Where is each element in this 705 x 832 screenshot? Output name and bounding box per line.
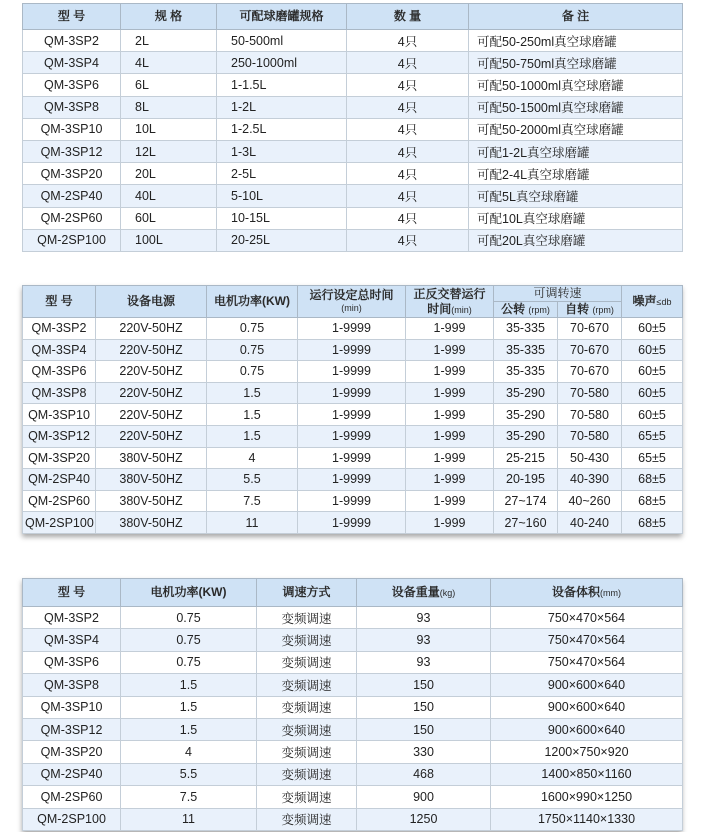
table-row: [23, 674, 683, 696]
cell-noise: 68±5: [622, 469, 683, 491]
cell-power-supply: 220V-50HZ: [96, 361, 207, 383]
header-remarks: 备 注: [469, 4, 683, 30]
header-model: 型 号: [23, 579, 121, 607]
cell-volume: 1750×1140×1330: [491, 808, 683, 830]
cell-quantity: 4只: [347, 185, 469, 207]
cell-weight: 150: [357, 718, 491, 740]
cell-alternate-time: 1-999: [406, 382, 494, 404]
header-model: 型 号: [23, 286, 96, 318]
cell-noise: 65±5: [622, 447, 683, 469]
cell-volume: 900×600×640: [491, 718, 683, 740]
cell-volume: 750×470×564: [491, 607, 683, 629]
header-revolution: 公转 (rpm): [494, 302, 558, 318]
cell-model: QM-3SP4: [23, 339, 96, 361]
header-speed-mode: 调速方式: [257, 579, 357, 607]
cell-quantity: 4只: [347, 229, 469, 251]
header-volume-unit: (mm): [600, 588, 621, 598]
cell-rotation: 70-580: [558, 404, 622, 426]
table-row: [23, 741, 683, 763]
cell-jar-spec: 250-1000ml: [217, 52, 347, 74]
dimension-table: [22, 578, 683, 831]
cell-motor-power: 1.5: [121, 696, 257, 718]
table-row: [23, 718, 683, 740]
dimension-table-card: [22, 578, 682, 831]
cell-speed-mode: 变频调速: [257, 629, 357, 651]
cell-motor-power: 5.5: [207, 469, 298, 491]
header-alternate-time-line1: 正反交替运行: [413, 286, 486, 301]
cell-alternate-time: 1-999: [406, 512, 494, 534]
cell-revolution: 20-195: [494, 469, 558, 491]
cell-remarks: 可配50-750ml真空球磨罐: [469, 52, 683, 74]
cell-capacity: 100L: [121, 229, 217, 251]
table-row: [23, 229, 683, 251]
cell-revolution: 35-290: [494, 425, 558, 447]
cell-weight: 150: [357, 696, 491, 718]
cell-model: QM-3SP8: [23, 674, 121, 696]
cell-power-supply: 220V-50HZ: [96, 382, 207, 404]
cell-noise: 68±5: [622, 490, 683, 512]
cell-weight: 93: [357, 651, 491, 673]
table-row: [23, 425, 683, 447]
table-row: [23, 140, 683, 162]
cell-model: QM-3SP12: [23, 425, 96, 447]
table-row: [23, 318, 683, 340]
cell-model: QM-3SP12: [23, 140, 121, 162]
cell-power-supply: 220V-50HZ: [96, 339, 207, 361]
cell-jar-spec: 5-10L: [217, 185, 347, 207]
table-row: [23, 30, 683, 52]
cell-model: QM-3SP4: [23, 629, 121, 651]
cell-quantity: 4只: [347, 163, 469, 185]
cell-rotation: 50-430: [558, 447, 622, 469]
dimension-table-body: [23, 607, 683, 831]
cell-total-time: 1-9999: [298, 512, 406, 534]
table-row: [23, 763, 683, 785]
cell-noise: 60±5: [622, 318, 683, 340]
cell-quantity: 4只: [347, 118, 469, 140]
spec-table: [22, 3, 683, 252]
operation-table-card: [22, 285, 682, 534]
cell-model: QM-3SP10: [23, 404, 96, 426]
cell-remarks: 可配50-1000ml真空球磨罐: [469, 74, 683, 96]
cell-quantity: 4只: [347, 96, 469, 118]
cell-capacity: 10L: [121, 118, 217, 140]
cell-model: QM-3SP2: [23, 607, 121, 629]
cell-volume: 750×470×564: [491, 651, 683, 673]
table-row: [23, 96, 683, 118]
table-row: [23, 185, 683, 207]
cell-model: QM-2SP40: [23, 469, 96, 491]
cell-motor-power: 0.75: [207, 361, 298, 383]
cell-remarks: 可配2-4L真空球磨罐: [469, 163, 683, 185]
cell-model: QM-2SP40: [23, 763, 121, 785]
header-jar-spec: 可配球磨罐规格: [217, 4, 347, 30]
cell-rotation: 40-240: [558, 512, 622, 534]
cell-volume: 900×600×640: [491, 674, 683, 696]
cell-jar-spec: 10-15L: [217, 207, 347, 229]
cell-jar-spec: 20-25L: [217, 229, 347, 251]
cell-capacity: 8L: [121, 96, 217, 118]
cell-weight: 93: [357, 629, 491, 651]
cell-weight: 468: [357, 763, 491, 785]
cell-quantity: 4只: [347, 207, 469, 229]
cell-power-supply: 380V-50HZ: [96, 490, 207, 512]
cell-total-time: 1-9999: [298, 339, 406, 361]
cell-motor-power: 0.75: [121, 651, 257, 673]
cell-model: QM-2SP100: [23, 229, 121, 251]
table-row: [23, 339, 683, 361]
cell-model: QM-2SP60: [23, 490, 96, 512]
cell-power-supply: 380V-50HZ: [96, 469, 207, 491]
cell-motor-power: 7.5: [121, 786, 257, 808]
header-capacity: 规 格: [121, 4, 217, 30]
cell-power-supply: 220V-50HZ: [96, 425, 207, 447]
cell-remarks: 可配10L真空球磨罐: [469, 207, 683, 229]
cell-capacity: 6L: [121, 74, 217, 96]
cell-model: QM-3SP6: [23, 651, 121, 673]
header-alternate-time: [406, 286, 494, 318]
cell-rotation: 70-670: [558, 339, 622, 361]
cell-revolution: 35-335: [494, 339, 558, 361]
table-row: [23, 469, 683, 491]
table-row: [23, 118, 683, 140]
table-row: [23, 163, 683, 185]
cell-model: QM-3SP10: [23, 118, 121, 140]
table-row: [23, 447, 683, 469]
cell-quantity: 4只: [347, 30, 469, 52]
cell-jar-spec: 1-1.5L: [217, 74, 347, 96]
cell-rotation: 70-580: [558, 382, 622, 404]
cell-model: QM-3SP20: [23, 741, 121, 763]
cell-revolution: 35-335: [494, 318, 558, 340]
cell-revolution: 35-290: [494, 382, 558, 404]
cell-motor-power: 4: [121, 741, 257, 763]
header-weight-unit: (kg): [439, 588, 456, 598]
header-adjustable-speed: 可调转速: [494, 286, 622, 302]
header-motor-power: 电机功率(KW): [207, 286, 298, 318]
cell-motor-power: 1.5: [121, 718, 257, 740]
header-total-time-label: 运行设定总时间: [309, 288, 394, 303]
table-row: [23, 490, 683, 512]
cell-total-time: 1-9999: [298, 469, 406, 491]
cell-speed-mode: 变频调速: [257, 607, 357, 629]
cell-motor-power: 1.5: [207, 425, 298, 447]
cell-weight: 93: [357, 607, 491, 629]
cell-total-time: 1-9999: [298, 361, 406, 383]
header-total-time-unit: (min): [341, 303, 362, 314]
table-row: [23, 696, 683, 718]
cell-revolution: 35-335: [494, 361, 558, 383]
cell-remarks: 可配1-2L真空球磨罐: [469, 140, 683, 162]
cell-total-time: 1-9999: [298, 404, 406, 426]
cell-total-time: 1-9999: [298, 490, 406, 512]
cell-revolution: 27~174: [494, 490, 558, 512]
cell-model: QM-3SP20: [23, 447, 96, 469]
operation-table-body: [23, 318, 683, 534]
cell-capacity: 2L: [121, 30, 217, 52]
header-power-supply: 设备电源: [96, 286, 207, 318]
cell-noise: 68±5: [622, 512, 683, 534]
cell-speed-mode: 变频调速: [257, 786, 357, 808]
cell-speed-mode: 变频调速: [257, 696, 357, 718]
cell-motor-power: 0.75: [121, 629, 257, 651]
cell-capacity: 40L: [121, 185, 217, 207]
header-model: 型 号: [23, 4, 121, 30]
cell-motor-power: 1.5: [121, 674, 257, 696]
cell-motor-power: 0.75: [121, 607, 257, 629]
cell-motor-power: 0.75: [207, 339, 298, 361]
cell-model: QM-2SP100: [23, 512, 96, 534]
table-row: [23, 361, 683, 383]
cell-revolution: 27~160: [494, 512, 558, 534]
cell-jar-spec: 1-3L: [217, 140, 347, 162]
cell-model: QM-3SP8: [23, 96, 121, 118]
cell-model: QM-3SP2: [23, 318, 96, 340]
cell-total-time: 1-9999: [298, 382, 406, 404]
cell-capacity: 60L: [121, 207, 217, 229]
cell-rotation: 70-670: [558, 361, 622, 383]
table-row: [23, 207, 683, 229]
spec-table-card: [22, 3, 682, 252]
header-rotation: 自转 (rpm): [558, 302, 622, 318]
cell-revolution: 25-215: [494, 447, 558, 469]
cell-quantity: 4只: [347, 52, 469, 74]
cell-remarks: 可配20L真空球磨罐: [469, 229, 683, 251]
cell-power-supply: 220V-50HZ: [96, 404, 207, 426]
cell-rotation: 70-580: [558, 425, 622, 447]
cell-total-time: 1-9999: [298, 425, 406, 447]
cell-jar-spec: 1-2.5L: [217, 118, 347, 140]
cell-jar-spec: 2-5L: [217, 163, 347, 185]
cell-model: QM-2SP100: [23, 808, 121, 830]
cell-speed-mode: 变频调速: [257, 808, 357, 830]
cell-weight: 900: [357, 786, 491, 808]
table-row: [23, 52, 683, 74]
cell-remarks: 可配50-2000ml真空球磨罐: [469, 118, 683, 140]
cell-alternate-time: 1-999: [406, 361, 494, 383]
cell-power-supply: 220V-50HZ: [96, 318, 207, 340]
header-noise-unit: ≤db: [656, 297, 672, 307]
cell-noise: 60±5: [622, 382, 683, 404]
spec-table-header: [23, 4, 683, 30]
cell-rotation: 40~260: [558, 490, 622, 512]
cell-revolution: 35-290: [494, 404, 558, 426]
cell-jar-spec: 1-2L: [217, 96, 347, 118]
cell-capacity: 12L: [121, 140, 217, 162]
spec-table-body: [23, 30, 683, 252]
header-quantity: 数 量: [347, 4, 469, 30]
header-noise: 噪声≤db: [622, 286, 683, 318]
cell-alternate-time: 1-999: [406, 339, 494, 361]
cell-model: QM-2SP40: [23, 185, 121, 207]
cell-volume: 1400×850×1160: [491, 763, 683, 785]
cell-noise: 60±5: [622, 404, 683, 426]
cell-weight: 330: [357, 741, 491, 763]
cell-rotation: 70-670: [558, 318, 622, 340]
cell-motor-power: 1.5: [207, 382, 298, 404]
cell-power-supply: 380V-50HZ: [96, 447, 207, 469]
cell-noise: 60±5: [622, 339, 683, 361]
cell-model: QM-3SP4: [23, 52, 121, 74]
cell-capacity: 20L: [121, 163, 217, 185]
table-row: [23, 629, 683, 651]
cell-weight: 150: [357, 674, 491, 696]
header-alternate-time-line2: 时间(min): [427, 301, 472, 316]
cell-model: QM-3SP2: [23, 30, 121, 52]
cell-remarks: 可配50-250ml真空球磨罐: [469, 30, 683, 52]
cell-motor-power: 0.75: [207, 318, 298, 340]
cell-model: QM-3SP10: [23, 696, 121, 718]
cell-speed-mode: 变频调速: [257, 651, 357, 673]
table-row: [23, 786, 683, 808]
cell-model: QM-2SP60: [23, 786, 121, 808]
cell-model: QM-3SP8: [23, 382, 96, 404]
cell-motor-power: 5.5: [121, 763, 257, 785]
cell-alternate-time: 1-999: [406, 404, 494, 426]
cell-motor-power: 1.5: [207, 404, 298, 426]
cell-motor-power: 11: [207, 512, 298, 534]
cell-speed-mode: 变频调速: [257, 718, 357, 740]
cell-quantity: 4只: [347, 140, 469, 162]
cell-model: QM-3SP6: [23, 361, 96, 383]
table-row: [23, 404, 683, 426]
cell-model: QM-3SP6: [23, 74, 121, 96]
cell-alternate-time: 1-999: [406, 469, 494, 491]
operation-table: [22, 285, 683, 534]
header-volume: 设备体积(mm): [491, 579, 683, 607]
table-row: [23, 808, 683, 830]
cell-motor-power: 7.5: [207, 490, 298, 512]
header-alternate-time-unit: (min): [451, 304, 472, 315]
cell-remarks: 可配50-1500ml真空球磨罐: [469, 96, 683, 118]
header-motor-power: 电机功率(KW): [121, 579, 257, 607]
cell-speed-mode: 变频调速: [257, 741, 357, 763]
cell-jar-spec: 50-500ml: [217, 30, 347, 52]
header-total-time: [298, 286, 406, 318]
table-row: [23, 651, 683, 673]
cell-volume: 900×600×640: [491, 696, 683, 718]
cell-alternate-time: 1-999: [406, 425, 494, 447]
cell-alternate-time: 1-999: [406, 490, 494, 512]
cell-quantity: 4只: [347, 74, 469, 96]
cell-power-supply: 380V-50HZ: [96, 512, 207, 534]
cell-motor-power: 4: [207, 447, 298, 469]
cell-capacity: 4L: [121, 52, 217, 74]
cell-remarks: 可配5L真空球磨罐: [469, 185, 683, 207]
cell-alternate-time: 1-999: [406, 447, 494, 469]
cell-speed-mode: 变频调速: [257, 763, 357, 785]
cell-model: QM-2SP60: [23, 207, 121, 229]
cell-motor-power: 11: [121, 808, 257, 830]
table-row: [23, 382, 683, 404]
table-row: [23, 607, 683, 629]
cell-model: QM-3SP12: [23, 718, 121, 740]
cell-volume: 1200×750×920: [491, 741, 683, 763]
cell-alternate-time: 1-999: [406, 318, 494, 340]
cell-volume: 1600×990×1250: [491, 786, 683, 808]
header-weight: 设备重量(kg): [357, 579, 491, 607]
table-row: [23, 512, 683, 534]
cell-volume: 750×470×564: [491, 629, 683, 651]
cell-rotation: 40-390: [558, 469, 622, 491]
cell-total-time: 1-9999: [298, 318, 406, 340]
cell-speed-mode: 变频调速: [257, 674, 357, 696]
cell-noise: 65±5: [622, 425, 683, 447]
table-row: [23, 74, 683, 96]
cell-noise: 60±5: [622, 361, 683, 383]
cell-total-time: 1-9999: [298, 447, 406, 469]
cell-weight: 1250: [357, 808, 491, 830]
cell-model: QM-3SP20: [23, 163, 121, 185]
